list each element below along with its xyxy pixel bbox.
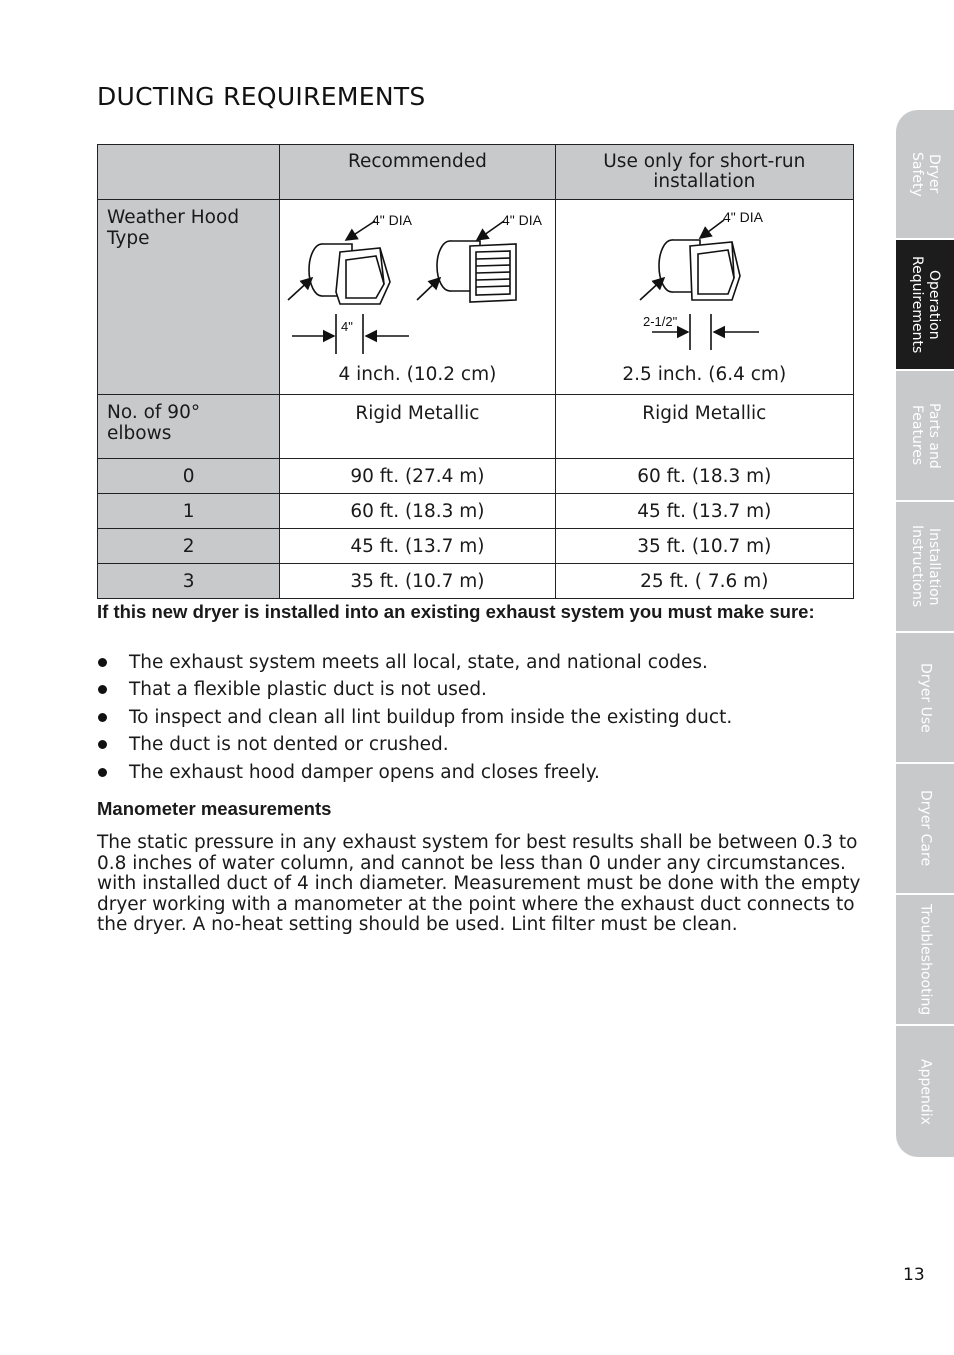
elbow-count: 0 [98,459,280,494]
dia-label-left: 4" DIA [372,212,413,228]
list-item [97,650,732,677]
length-recommended: 60 ft. (18.3 m) [280,494,555,529]
hood-short-run-cell [555,200,853,395]
table-row-elbows [98,395,854,459]
length-recommended: 35 ft. (10.7 m) [280,564,555,599]
bullet-icon [98,658,107,667]
bullet-icon [98,685,107,694]
manometer-paragraph: The static pressure in any exhaust system for best results shall be between 0.3 to 0.8 inches of water column, and cannot be less than 0 under any circumstances. with installed duct of 4 inch diameter. Measurement must be done with the empty dryer working with a manometer at the point where the exhaust duct connects to the dryer. A no-heat setting should be used. Lint filter must be clean. [97,832,861,935]
list-item-text: To inspect and clean all lint buildup from inside the existing duct. [129,706,733,728]
elbows-recommended: Rigid Metallic [280,395,555,459]
elbow-count: 3 [98,564,280,599]
manometer-heading: Manometer measurements [97,798,332,819]
length-short-run: 45 ft. (13.7 m) [555,494,853,529]
tab-label: Operation Requirements [909,255,942,354]
page-title: DUCTING REQUIREMENTS [97,82,426,111]
table-header-row [98,145,854,200]
length-short-run: 25 ft. ( 7.6 m) [555,564,853,599]
header-recommended: Recommended [280,145,555,200]
tab-label: Installation Instructions [909,525,942,608]
tab-troubleshooting[interactable] [896,895,954,1024]
tab-installation-instructions[interactable] [896,502,954,631]
hood-diagram-short-run [556,200,854,387]
list-item [97,732,732,759]
bullet-icon [98,768,107,777]
tab-label: Dryer Use [917,662,934,733]
length-recommended: 90 ft. (27.4 m) [280,459,555,494]
flap-hood-icon [659,240,740,300]
length-recommended: 45 ft. (13.7 m) [280,529,555,564]
table-row [98,494,854,529]
list-item-text: The exhaust hood damper opens and closes freely. [129,761,600,783]
bullet-icon [98,740,107,749]
list-item [97,760,732,787]
hood-recommended-cell [280,200,555,395]
tab-label: Dryer Safety [909,151,942,197]
list-item-text: The exhaust system meets all local, state, and national codes. [129,652,708,673]
tab-dryer-use[interactable] [896,633,954,762]
tab-dryer-care[interactable] [896,764,954,893]
tab-label: Troubleshooting [917,903,934,1016]
header-short-run: Use only for short-run installation [555,145,853,200]
dim-label-2-5in: 2-1/2" [642,314,677,329]
tab-label: Dryer Care [917,790,934,867]
tab-operation-requirements[interactable] [896,240,954,369]
hood-diagram-recommended [280,200,555,387]
list-item-text: The duct is not dented or crushed. [129,734,449,756]
elbows-short-run: Rigid Metallic [555,395,853,459]
elbow-count: 1 [98,494,280,529]
list-item-text: That a flexible plastic duct is not used. [129,679,487,701]
requirements-list [97,650,732,787]
list-item [97,705,732,732]
table-row [98,529,854,564]
dia-label-right: 4" DIA [502,212,543,228]
length-short-run: 35 ft. (10.7 m) [555,529,853,564]
dim-label-4in: 4" [341,319,354,334]
list-item [97,677,732,704]
table-row-hood-type [98,200,854,395]
hood-short-run-size: 2.5 inch. (6.4 cm) [622,364,787,385]
tab-label: Parts and Features [909,402,942,469]
elbow-count: 2 [98,529,280,564]
flap-hood-icon [309,244,390,304]
tab-label: Appendix [917,1058,934,1125]
tab-dryer-safety[interactable] [896,110,954,238]
hood-type-label: Weather Hood Type [98,200,280,395]
elbows-label: No. of 90° elbows [98,395,280,459]
table-row [98,564,854,599]
tab-parts-and-features[interactable] [896,371,954,500]
existing-system-intro: If this new dryer is installed into an existing exhaust system you must make sure: [97,601,815,622]
length-short-run: 60 ft. (18.3 m) [555,459,853,494]
dia-label-short: 4" DIA [722,209,763,225]
page-number: 13 [903,1265,925,1285]
louvered-hood-icon [437,241,516,302]
ducting-table [97,144,854,599]
hood-recommended-size: 4 inch. (10.2 cm) [338,364,497,385]
table-row [98,459,854,494]
header-blank [98,145,280,200]
bullet-icon [98,713,107,722]
tab-appendix[interactable] [896,1026,954,1157]
